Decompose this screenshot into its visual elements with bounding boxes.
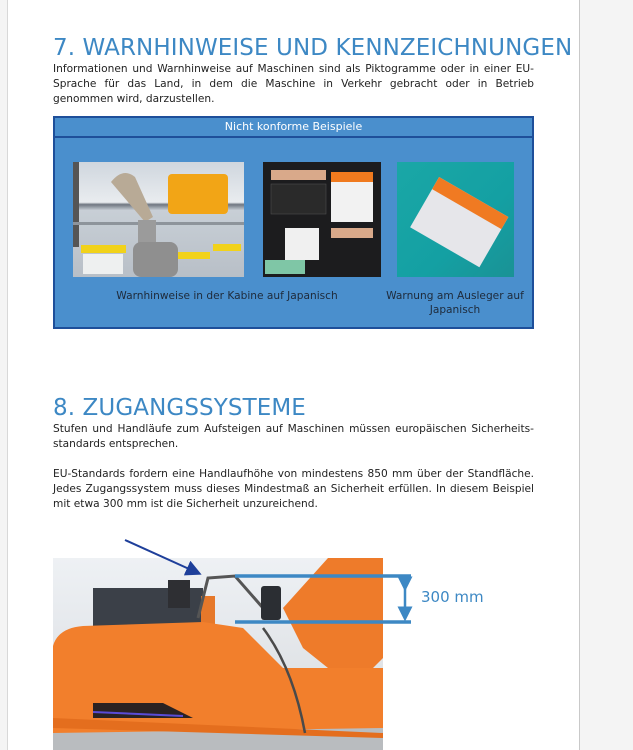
cab-labels-photo xyxy=(263,162,381,277)
non-compliant-examples-box xyxy=(53,116,534,329)
caption-boom-warning: Warnung am Ausleger auf Japanisch xyxy=(386,290,524,316)
section-8-heading: 8. ZUGANGSSYSTEME xyxy=(53,395,306,422)
section-8-paragraph-2: EU-Standards fordern eine Handlaufhöhe von mindestens 850 mm über der Standfläche. Jedes Zugangssystem muss dieses Mindestmaß an Sicherheit erfüllen. In diesem Beispiel mit etwa 300 mm ist die Sicherheit unzureichend. xyxy=(53,468,534,510)
boom-warning-photo xyxy=(397,162,514,277)
section-7-paragraph: Informationen und Warnhinweise auf Maschinen sind als Piktogramme oder in einer EU-Sprache für das Land, in dem die Maschine in Verkehr gebracht oder in Betrieb genommen wird, darzustellen. xyxy=(53,63,534,105)
section-8-paragraph-1: Stufen und Handläufe zum Aufsteigen auf Maschinen müssen europäischen Sicherheitsstandards entsprechen. xyxy=(53,423,534,450)
section-7-heading: 7. WARNHINWEISE UND KENNZEICHNUNGEN xyxy=(53,35,573,62)
dimension-label: 300 mm xyxy=(421,588,484,606)
excavator-handrail-photo xyxy=(53,558,383,750)
examples-box-header: Nicht konforme Beispiele xyxy=(55,118,532,138)
caption-cab-warnings: Warnhinweise in der Kabine auf Japanisch xyxy=(116,290,338,302)
cab-warning-photo xyxy=(73,162,244,277)
